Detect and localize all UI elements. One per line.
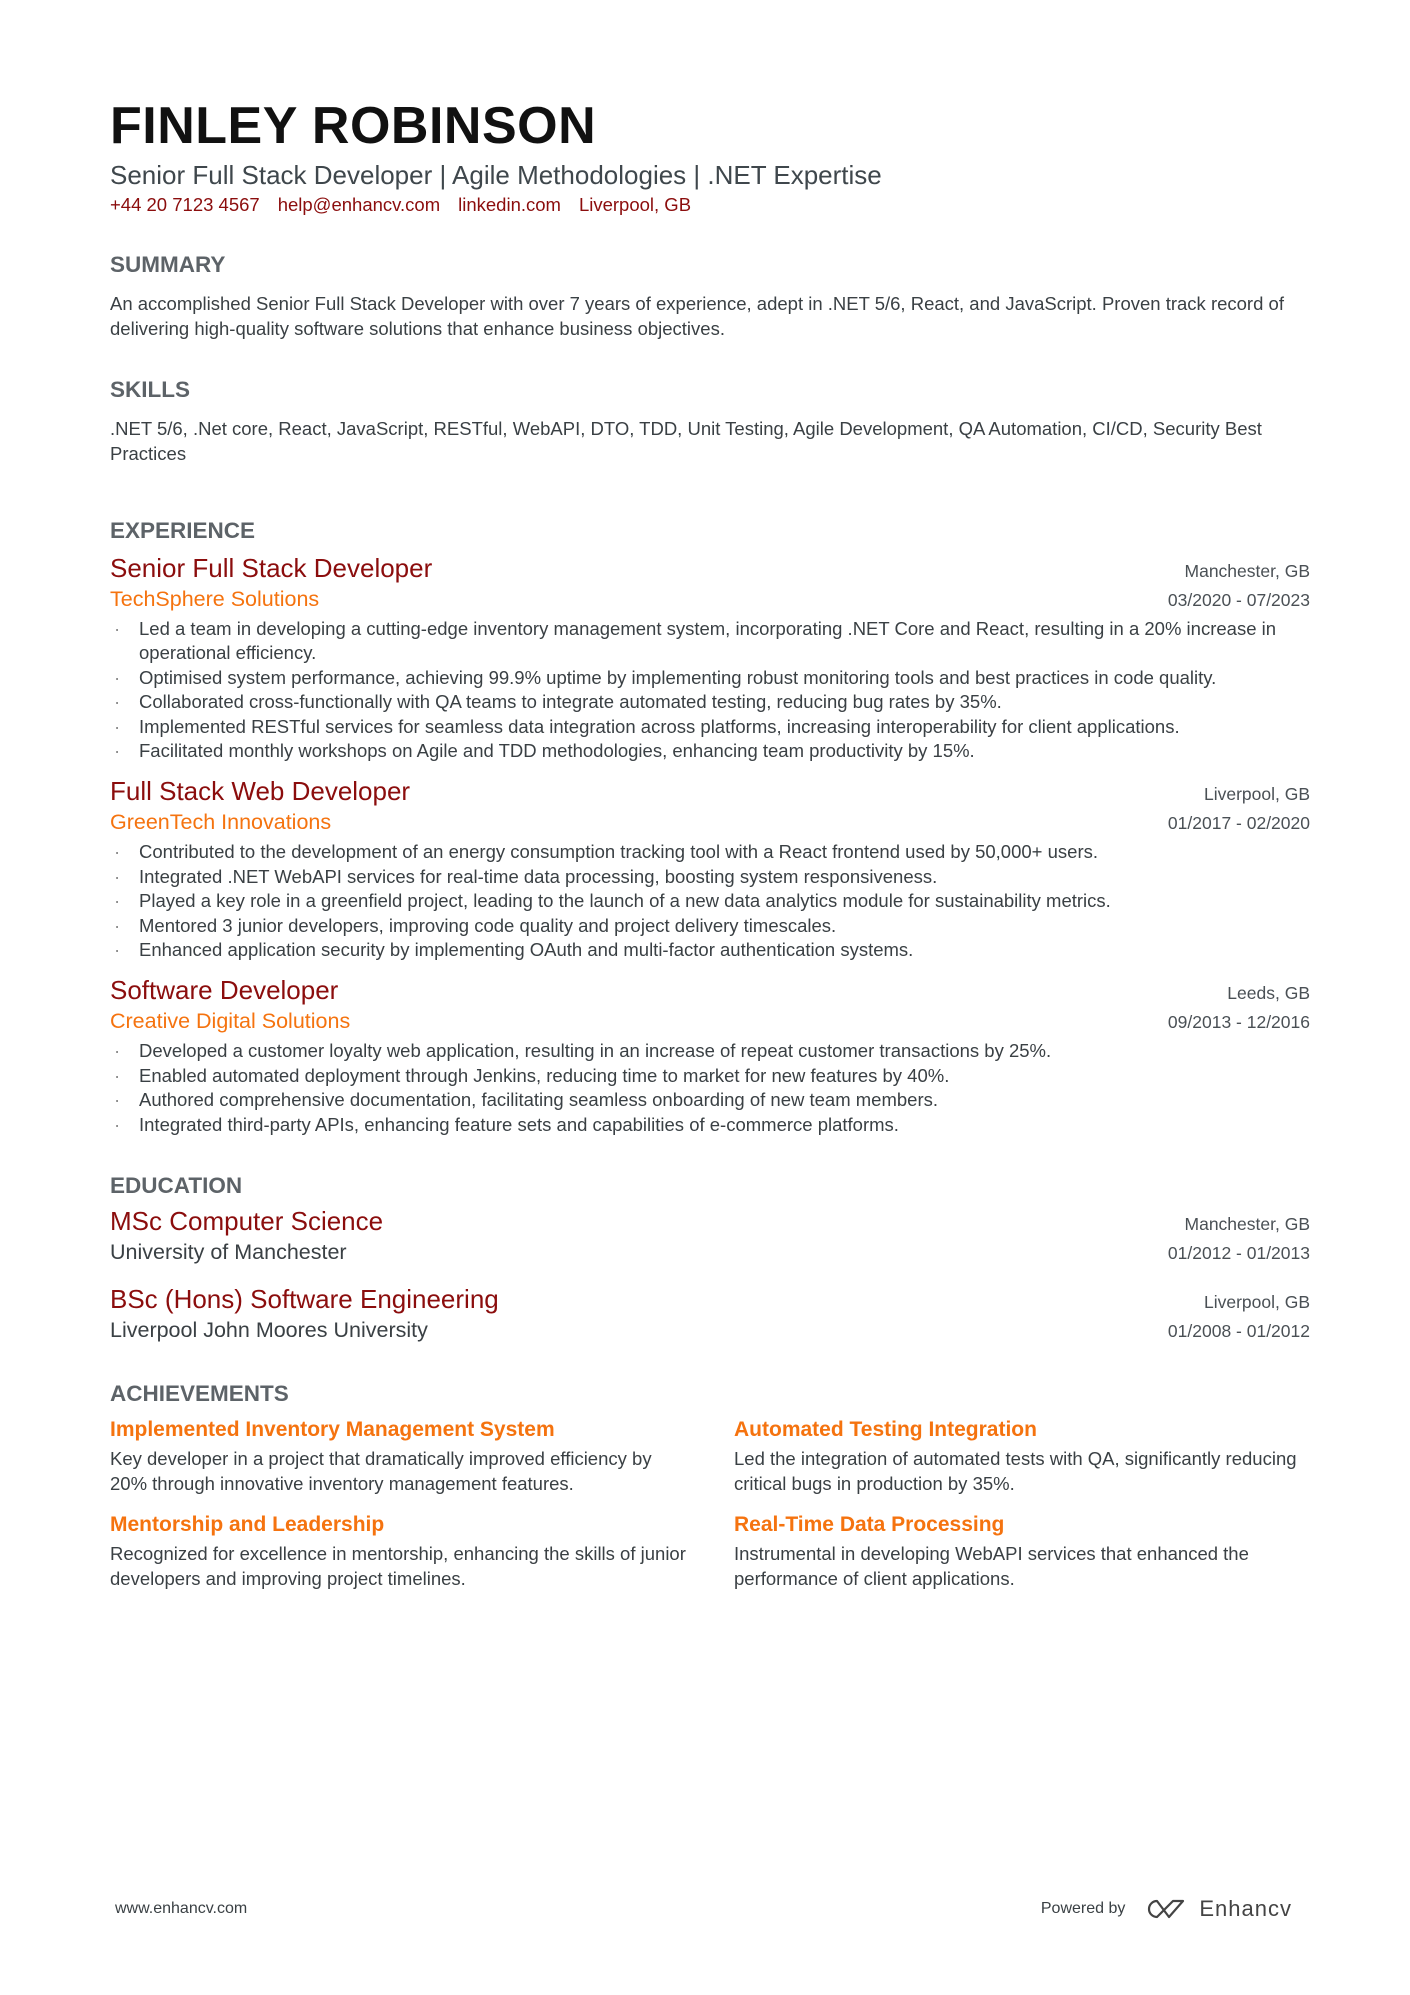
- contact-list: [110, 192, 1310, 218]
- job-header-row: [110, 974, 1310, 1007]
- education-location: Manchester, GB: [1184, 1214, 1310, 1235]
- section-title: ACHIEVEMENTS: [110, 1381, 289, 1407]
- brand-name: Enhancv: [1199, 1896, 1292, 1921]
- bullet-item: · Led a team in developing a cutting-edge inventory management system, incorporating .NET Core and React, resulting in a 20% increase in operational efficiency.: [110, 617, 1310, 666]
- resume: [110, 96, 1310, 1591]
- section-title: EXPERIENCE: [110, 518, 256, 543]
- website-link[interactable]: www.enhancv.com: [115, 1900, 248, 1917]
- job-dates: 09/2013 - 12/2016: [1167, 1012, 1310, 1033]
- enhancv-logo: [1143, 1896, 1292, 1922]
- job-location: Manchester, GB: [1184, 561, 1310, 581]
- achievement-text: Recognized for excellence in mentorship, enhancing the skills of junior developers and improving project timelines.: [110, 1543, 686, 1589]
- bullet-item: · Integrated .NET WebAPI services for real-time data processing, boosting system responsiveness.: [110, 865, 1310, 889]
- bullet-item: · Collaborated cross-functionally with QA teams to integrate automated testing, reducing bug rates by 35%.: [110, 690, 1310, 714]
- header: [110, 96, 1310, 218]
- bullet-item: · Developed a customer loyalty web application, resulting in an increase of repeat customer transactions by 25%.: [110, 1039, 1310, 1063]
- company-name: GreenTech Innovations: [110, 810, 332, 835]
- achievement-item: [110, 1415, 686, 1496]
- phone-link[interactable]: +44 20 7123 4567: [110, 194, 260, 215]
- achievement-item: [734, 1510, 1310, 1591]
- company-name: TechSphere Solutions: [110, 587, 320, 611]
- bullet-item: · Played a key role in a greenfield project, leading to the launch of a new data analytics module for sustainability metrics.: [110, 889, 1310, 913]
- job-company-row: [110, 585, 1310, 614]
- bullet-item: · Optimised system performance, achieving 99.9% uptime by implementing robust monitoring tools and best practices in code quality.: [110, 666, 1310, 690]
- footer: [115, 1896, 1292, 1922]
- job-company-row: [110, 1007, 1310, 1036]
- education-entry: [110, 1283, 1310, 1345]
- achievement-title: Mentorship and Leadership: [110, 1513, 385, 1537]
- job-title: Full Stack Web Developer: [110, 776, 411, 807]
- degree-row: [110, 1205, 1310, 1238]
- section-title: SUMMARY: [110, 252, 226, 277]
- candidate-name: FINLEY ROBINSON: [110, 97, 597, 155]
- degree-row: [110, 1283, 1310, 1316]
- linkedin-link[interactable]: linkedin.com: [458, 194, 561, 215]
- education-location: Liverpool, GB: [1203, 1292, 1310, 1313]
- degree-title: MSc Computer Science: [110, 1206, 384, 1237]
- achievement-text: Key developer in a project that dramatically improved efficiency by 20% through innovative inventory management features.: [110, 1448, 652, 1494]
- section-title: SKILLS: [110, 377, 191, 402]
- job-bullets: [110, 840, 1310, 962]
- school-row: [110, 1316, 1310, 1345]
- achievement-text: Instrumental in developing WebAPI services that enhanced the performance of client applications.: [734, 1543, 1249, 1589]
- achievements-section: [110, 1379, 1310, 1591]
- summary-section: [110, 250, 1310, 341]
- achievement-text: Led the integration of automated tests with QA, significantly reducing critical bugs in production by 35%.: [734, 1448, 1297, 1494]
- powered-by-label: Powered by: [1040, 1900, 1126, 1917]
- enhancv-logo-icon: [1143, 1897, 1189, 1921]
- school-name: University of Manchester: [110, 1240, 347, 1265]
- job-entry: [110, 775, 1310, 962]
- company-name: Creative Digital Solutions: [110, 1009, 351, 1034]
- bullet-item: · Contributed to the development of an energy consumption tracking tool with a React frontend used by 50,000+ users.: [110, 840, 1310, 864]
- school-row: [110, 1238, 1310, 1267]
- skills-section: [110, 375, 1310, 466]
- school-name: Liverpool John Moores University: [110, 1318, 428, 1343]
- job-dates: 01/2017 - 02/2020: [1167, 813, 1310, 834]
- email-link[interactable]: help@enhancv.com: [277, 194, 441, 215]
- job-dates: 03/2020 - 07/2023: [1167, 590, 1310, 610]
- headline: Senior Full Stack Developer | Agile Methodologies | .NET Expertise: [110, 160, 882, 190]
- achievement-item: [734, 1415, 1310, 1496]
- job-location: Liverpool, GB: [1203, 784, 1310, 805]
- bullet-item: · Authored comprehensive documentation, facilitating seamless onboarding of new team members.: [110, 1088, 1310, 1112]
- achievement-title: Automated Testing Integration: [734, 1418, 1037, 1442]
- achievement-title: Implemented Inventory Management System: [110, 1418, 555, 1442]
- education-entry: [110, 1205, 1310, 1267]
- summary-text: An accomplished Senior Full Stack Developer with over 7 years of experience, adept in .NET 5/6, React, and JavaScript. Proven track record of delivering high-quality software solutions that enhance business objectives.: [110, 293, 1284, 339]
- powered-by: [1041, 1896, 1292, 1922]
- education-dates: 01/2008 - 01/2012: [1167, 1321, 1310, 1342]
- location: Liverpool, GB: [578, 194, 692, 215]
- job-company-row: [110, 808, 1310, 837]
- job-header-row: [110, 775, 1310, 808]
- bullet-item: · Facilitated monthly workshops on Agile and TDD methodologies, enhancing team productivity by 15%.: [110, 739, 1310, 763]
- education-dates: 01/2012 - 01/2013: [1167, 1243, 1310, 1264]
- bullet-item: · Mentored 3 junior developers, improving code quality and project delivery timescales.: [110, 914, 1310, 938]
- achievement-item: [110, 1510, 686, 1591]
- job-location: Leeds, GB: [1227, 983, 1310, 1004]
- education-section: [110, 1171, 1310, 1345]
- skills-text: .NET 5/6, .Net core, React, JavaScript, RESTful, WebAPI, DTO, TDD, Unit Testing, Agile Development, QA Automation, CI/CD, Security Best Practices: [110, 418, 1262, 464]
- job-bullets: [110, 1039, 1310, 1137]
- job-title: Senior Full Stack Developer: [110, 553, 433, 583]
- job-entry: [110, 552, 1310, 763]
- job-header-row: [110, 552, 1310, 585]
- section-title: EDUCATION: [110, 1173, 243, 1199]
- bullet-item: · Integrated third-party APIs, enhancing feature sets and capabilities of e-commerce platforms.: [110, 1113, 1310, 1137]
- job-entry: [110, 974, 1310, 1137]
- job-bullets: [110, 617, 1310, 763]
- bullet-item: · Enabled automated deployment through Jenkins, reducing time to market for new features by 40%.: [110, 1064, 1310, 1088]
- experience-section: [110, 516, 1310, 1137]
- job-title: Software Developer: [110, 975, 339, 1006]
- bullet-item: · Implemented RESTful services for seamless data integration across platforms, increasing interoperability for client applications.: [110, 715, 1310, 739]
- degree-title: BSc (Hons) Software Engineering: [110, 1284, 499, 1315]
- bullet-item: · Enhanced application security by implementing OAuth and multi-factor authentication systems.: [110, 938, 1310, 962]
- achievement-title: Real-Time Data Processing: [734, 1513, 1005, 1537]
